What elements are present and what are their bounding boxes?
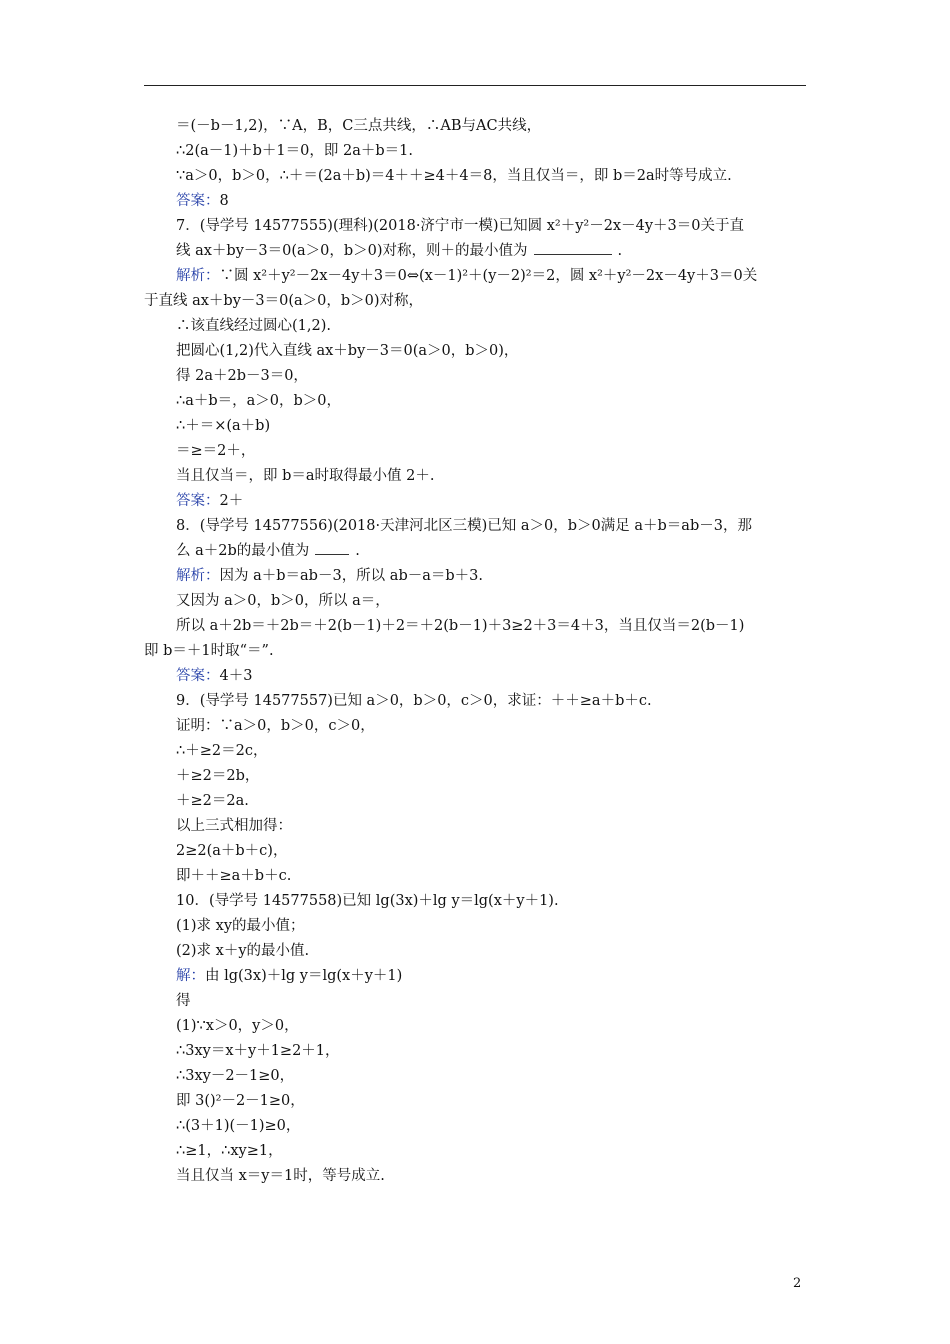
line-text: 2＋	[219, 493, 244, 509]
line-text: ＝(－b－1,2)，∵A，B，C三点共线，∴AB与AC共线，	[176, 118, 542, 134]
line-text: ∴≥1，∴xy≥1，	[176, 1143, 283, 1159]
line-text: ∴3xy－2－1≥0，	[176, 1068, 295, 1084]
line-text: 即 b＝＋1时取“＝”.	[144, 643, 274, 659]
line-text: ∴该直线经过圆心(1,2).	[176, 318, 331, 334]
text-line	[144, 989, 806, 1014]
text-line	[144, 964, 806, 989]
page-number: 2	[793, 1276, 802, 1291]
line-text: 线 ax＋by－3＝0(a＞0，b＞0)对称，则＋的最小值为	[176, 243, 528, 259]
line-text: ∴3xy＝x＋y＋1≥2＋1，	[176, 1043, 340, 1059]
line-text: 2≥2(a＋b＋c)，	[176, 843, 288, 859]
text-line	[144, 289, 806, 314]
line-tail: .	[617, 243, 623, 259]
text-line	[144, 639, 806, 664]
line-text: ＝≥＝2＋，	[176, 443, 256, 459]
text-line	[144, 489, 806, 514]
text-line	[144, 1114, 806, 1139]
solution-label: 解析：	[176, 268, 220, 284]
line-text: (2)求 x＋y的最小值.	[176, 943, 310, 959]
line-text: ∴＋≥2＝2c，	[176, 743, 268, 759]
text-line	[144, 839, 806, 864]
line-text: 所以 a＋2b＝＋2b＝＋2(b－1)＋2＝＋2(b－1)＋3≥2＋3＝4＋3，当且仅当＝2(b－1)	[176, 618, 745, 634]
text-line	[144, 939, 806, 964]
text-line	[144, 864, 806, 889]
text-line	[144, 764, 806, 789]
line-text: (1)求 xy的最小值；	[176, 918, 305, 934]
line-text: 9．(导学号 14577557)已知 a＞0，b＞0，c＞0，求证：＋＋≥a＋b＋c.	[176, 693, 652, 709]
text-line	[144, 389, 806, 414]
text-line	[144, 214, 806, 239]
text-line	[144, 464, 806, 489]
text-line	[144, 314, 806, 339]
line-text: 10．(导学号 14577558)已知 lg(3x)＋lg y＝lg(x＋y＋1).	[176, 893, 559, 909]
text-line	[144, 514, 806, 539]
text-line	[144, 589, 806, 614]
text-line	[144, 414, 806, 439]
answer-label: 答案：	[176, 493, 220, 509]
text-line	[144, 439, 806, 464]
line-tail: .	[355, 543, 360, 559]
answer-blank	[534, 240, 612, 255]
line-text: ∴a＋b＝，a＞0，b＞0，	[176, 393, 342, 409]
line-text: ＋≥2＝2b，	[176, 768, 260, 784]
line-text: 4＋3	[219, 668, 253, 684]
line-text: ∵圆 x²＋y²－2x－4y＋3＝0⇔(x－1)²＋(y－2)²＝2，圆 x²＋y²－2x－4y＋3＝0关	[219, 268, 758, 284]
text-line	[144, 239, 806, 264]
text-line	[144, 1089, 806, 1114]
text-line	[144, 914, 806, 939]
line-text: 当且仅当＝，即 b＝a时取得最小值 2＋.	[176, 468, 435, 484]
solution-label: 解析：	[176, 568, 220, 584]
document-body	[144, 114, 806, 1189]
line-text: 即 3()²－2－1≥0，	[176, 1093, 305, 1109]
text-line	[144, 1039, 806, 1064]
text-line	[144, 1139, 806, 1164]
text-line	[144, 1064, 806, 1089]
text-line	[144, 339, 806, 364]
line-text: 当且仅当 x＝y＝1时，等号成立.	[176, 1168, 385, 1184]
line-text: 又因为 a＞0，b＞0，所以 a＝，	[176, 593, 390, 609]
text-line	[144, 889, 806, 914]
line-text: ∵a＞0，b＞0，∴＋＝(2a＋b)＝4＋＋≥4＋4＝8，当且仅当＝，即 b＝2a时等号成立.	[176, 168, 732, 184]
line-text: 由 lg(3x)＋lg y＝lg(x＋y＋1)	[205, 968, 403, 984]
text-line	[144, 689, 806, 714]
answer-blank	[315, 540, 349, 555]
text-line	[144, 539, 806, 564]
text-line	[144, 139, 806, 164]
line-text: 把圆心(1,2)代入直线 ax＋by－3＝0(a＞0，b＞0)，	[176, 343, 519, 359]
line-text: 得	[176, 993, 191, 1009]
text-line	[144, 814, 806, 839]
line-text: 以上三式相加得：	[176, 818, 292, 834]
line-text: 么 a＋2b的最小值为	[176, 543, 310, 559]
line-text: (1)∵x＞0，y＞0，	[176, 1018, 299, 1034]
solution-label: 解：	[176, 968, 205, 984]
text-line	[144, 164, 806, 189]
text-line	[144, 189, 806, 214]
line-text: 7．(导学号 14577555)(理科)(2018·济宁市一模)已知圆 x²＋y²－2x－4y＋3＝0关于直	[176, 218, 744, 234]
line-text: 得 2a＋2b－3＝0，	[176, 368, 308, 384]
line-text: ∴＋＝×(a＋b)	[176, 418, 271, 434]
text-line	[144, 1164, 806, 1189]
header-rule	[144, 85, 806, 86]
line-text: 于直线 ax＋by－3＝0(a＞0，b＞0)对称，	[144, 293, 424, 309]
line-text: ∴2(a－1)＋b＋1＝0，即 2a＋b＝1.	[176, 143, 413, 159]
text-line	[144, 664, 806, 689]
answer-label: 答案：	[176, 193, 220, 209]
text-line	[144, 614, 806, 639]
text-line	[144, 264, 806, 289]
line-text: 因为 a＋b＝ab－3，所以 ab－a＝b＋3.	[219, 568, 483, 584]
text-line	[144, 364, 806, 389]
line-text: ＋≥2＝2a.	[176, 793, 249, 809]
line-text: 即＋＋≥a＋b＋c.	[176, 868, 292, 884]
line-text: ∴(3＋1)(－1)≥0，	[176, 1118, 301, 1134]
text-line	[144, 714, 806, 739]
line-text: 8	[219, 193, 229, 209]
text-line	[144, 564, 806, 589]
text-line	[144, 739, 806, 764]
text-line	[144, 1014, 806, 1039]
line-text: 证明：∵a＞0，b＞0，c＞0，	[176, 718, 375, 734]
text-line	[144, 114, 806, 139]
text-line	[144, 789, 806, 814]
line-text: 8．(导学号 14577556)(2018·天津河北区三模)已知 a＞0，b＞0满足 a＋b＝ab－3，那	[176, 518, 752, 534]
answer-label: 答案：	[176, 668, 220, 684]
